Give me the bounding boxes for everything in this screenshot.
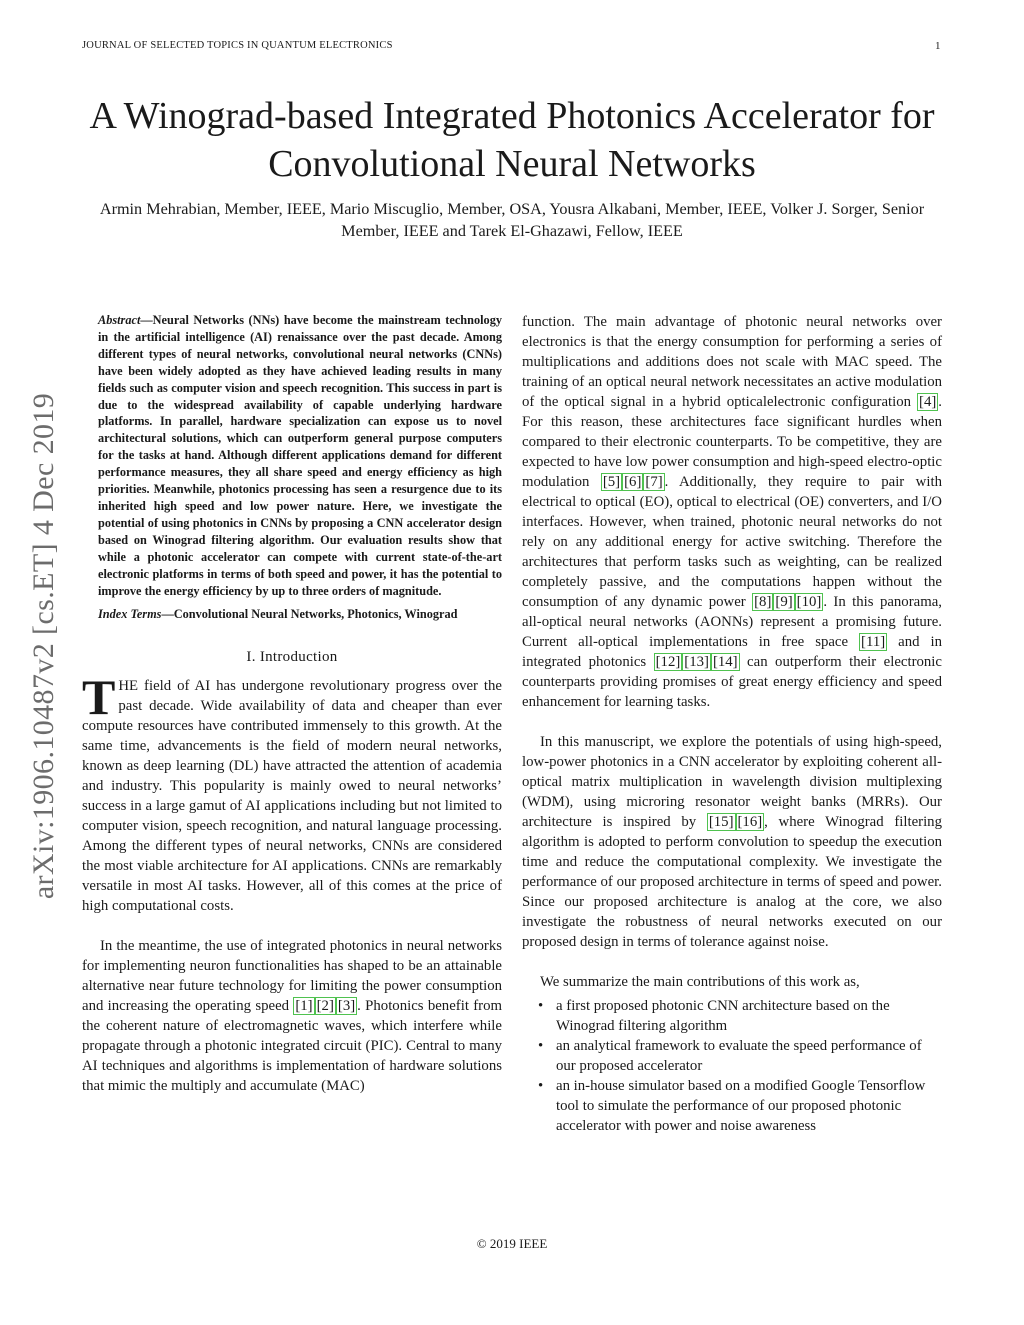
list-item: • an in-house simulator based on a modified Google Tensorflow tool to simulate the performance of our proposed photonic accelerator with power and noise awareness bbox=[556, 1076, 942, 1136]
running-header: JOURNAL OF SELECTED TOPICS IN QUANTUM ELECTRONICS bbox=[82, 40, 393, 51]
page-number: 1 bbox=[935, 40, 941, 52]
intro-paragraph-2: In the meantime, the use of integrated photonics in neural networks for implementing neuron functionalities has shaped to be an attainable alternative near future technology for limiting the power consumption and increasing the operating speed [1] [2] [3] . Photonics benefit from the coherent nature of electromagnetic waves, which interfere while propagate through a photonic integrated circuit (PIC). Central to many AI techniques and algorithms is implementation of hardware solutions that mimic the multiply and accumulate (MAC) bbox=[82, 938, 502, 1095]
abstract: Abstract—Neural Networks (NNs) have become the mainstream technology in the artificial intelligence (AI) renaissance over the past decade. Among different types of neural networks, convolutional neural networks (CNNs) have been widely adopted as they have achieved leading results in many fields such as computer vision and speech recognition. This success in part is due to the widespread availability of capable underlying hardware platforms. In parallel, hardware specialization can expose us to novel architectural solutions, which can outperform general purpose computers for the tasks at hand. Although different applications demand for different performance measures, they all share speed and energy efficiency as high priorities. Meanwhile, photonics processing has seen a resurgence due to its inherited high speed and low power nature. Here, we investigate the potential of using photonics in CNNs by proposing a CNN accelerator design based on Winograd filtering algorithm. Our evaluation results show that while a photonic accelerator can compete with current state-of-the-art electronic platforms in terms of both speed and power, it has the potential to improve the energy efficiency by up to three orders of magnitude. bbox=[98, 313, 502, 598]
citation-link[interactable]: [7] bbox=[645, 474, 663, 490]
right-column bbox=[522, 312, 942, 1136]
citation-link[interactable]: [12] bbox=[655, 654, 681, 670]
list-item: • a first proposed photonic CNN architecture based on the Winograd filtering algorithm bbox=[556, 996, 942, 1036]
intro-paragraph-1 bbox=[82, 669, 502, 916]
citation-link[interactable]: [2] bbox=[316, 998, 334, 1015]
index-terms-text: Convolutional Neural Networks, Photonics, Winograd bbox=[173, 607, 458, 622]
citation-link[interactable]: [16] bbox=[737, 814, 763, 830]
citation-link[interactable]: [9] bbox=[775, 594, 793, 610]
paper-title: A Winograd-based Integrated Photonics Accelerator for Convolutional Neural Networks bbox=[89, 95, 935, 185]
drop-cap: T bbox=[82, 669, 116, 726]
citation-link[interactable]: [15] bbox=[708, 814, 734, 830]
author-list bbox=[72, 198, 952, 242]
citation-link[interactable]: [4] bbox=[919, 394, 937, 410]
citation-link[interactable]: [14] bbox=[712, 654, 738, 670]
intro-paragraph-3: function. The main advantage of photonic neural networks over electronics is that the energy consumption for performing a series of multiplications and additions does not scale with MAC speed. The training of an optical neural network necessitates an active modulation of the optical signal in a hybrid opticalelectronic configuration [4] . For this reason, these architectures face significant hurdles when compared to their electronic counterparts. To be competitive, they are expected to have low power consumption and high-speed electro-optic modulation [5] [6] [7] . Additionally, they require to pair with electrical to optical (EO), optical to electrical (OE) converters, and I/O interfaces. However, when trained, photonic neural networks do not rely on any additional energy for active switching. Therefore the architectures that perform tasks such as weighting, can be realized completely passive, and the computations happen without the consumption of any dynamic power [8] [9] [10] . In this panorama, all-optical neural networks (AONNs) represent a promising future. Current all-optical implementations in free space [11] and in integrated photonics [12] [13] [14] can outperform their electronic counterparts providing promises of great energy efficiency and speed enhancement for learning tasks. bbox=[522, 314, 942, 710]
citation-link[interactable]: [10] bbox=[796, 594, 822, 610]
citation-link[interactable]: [3] bbox=[337, 998, 356, 1015]
index-terms: Index Terms—Convolutional Neural Networks, Photonics, Winograd bbox=[98, 607, 458, 622]
citation-link[interactable]: [8] bbox=[754, 594, 772, 610]
abstract-text: Neural Networks (NNs) have become the mainstream technology in the artificial intelligence (AI) renaissance over the past decade. Among different types of neural networks, convolutional neural networks (CNNs) have been widely adopted as they have achieved leading results in many fields such as computer vision and speech recognition. This success in part is due to the widespread availability of capable underlying hardware platforms. In parallel, hardware specialization can expose us to novel architectural solutions, which can outperform general purpose computers for the tasks at hand. Although different applications demand for different performance measures, they all share speed and energy efficiency as high priorities. Meanwhile, photonics processing has seen a resurgence due to its inherited high speed and low power nature. Here, we investigate the potential of using photonics in CNNs by proposing a CNN accelerator design based on Winograd filtering algorithm. Our evaluation results show that while a photonic accelerator can compete with current state-of-the-art electronic platforms in terms of both speed and power, it has the potential to improve the energy efficiency by up to three orders of magnitude. bbox=[98, 313, 502, 598]
copyright-footer: © 2019 IEEE bbox=[476, 1236, 548, 1251]
citation-link[interactable]: [13] bbox=[684, 654, 709, 670]
index-terms-label: Index Terms bbox=[98, 607, 162, 622]
intro-paragraph-1-text: HE field of AI has undergone revolutionary progress over the past decade. Wide availability of data and cheaper than ever compute resources have contributed immensely to this growth. At the same time, advancements is the field of modern neural networks, known as deep learning (DL) have attracted the attention of academia and industry. This popularity is mainly owed to neural networks’ success in a large gamut of AI applications including but not limited to computer vision, speech recognition, and natural language processing. Among the different types of neural networks, CNNs are considered the most viable architecture for AI applications. CNNs are remarkably versatile in most AI tasks. However, all of this comes at the price of high computational costs. bbox=[82, 678, 502, 915]
citation-link[interactable]: [5] bbox=[602, 474, 621, 490]
arxiv-stamp: arXiv:1906.10487v2 [cs.ET] 4 Dec 2019 bbox=[27, 392, 60, 900]
left-column bbox=[82, 312, 502, 1096]
citation-link[interactable]: [1] bbox=[295, 998, 313, 1015]
intro-paragraph-4: In this manuscript, we explore the potentials of using high-speed, low-power photonics in a CNN accelerator by exploiting coherent all-optical matrix multiplication in wavelength division multiplexing (WDM), using microring resonator weight banks (MRRs). Our architecture is inspired by [15] [16] , where Winograd filtering algorithm is adopted to perform convolution to speedup the execution time and reduce the computational complexity. We investigate the performance of our proposed architecture in terms of speed and power. Since our proposed architecture is analog at the core, we also investigate the robustness of neural networks executed on our proposed design in terms of tolerance against noise. bbox=[522, 734, 942, 950]
list-item: • an analytical framework to evaluate the speed performance of our proposed accelerator bbox=[556, 1036, 942, 1076]
abstract-label: Abstract bbox=[98, 313, 141, 327]
section-heading-introduction: I. Introduction bbox=[246, 649, 338, 666]
intro-paragraph-5: We summarize the main contributions of this work as, bbox=[540, 974, 860, 990]
contributions-list bbox=[522, 996, 942, 1136]
citation-link[interactable]: [11] bbox=[861, 634, 886, 650]
citation-link[interactable]: [6] bbox=[624, 474, 642, 490]
authors-text: Armin Mehrabian, Member, IEEE, Mario Miscuglio, Member, OSA, Yousra Alkabani, Member, IEEE, Volker J. Sorger, Senior Member, IEEE and Tarek El-Ghazawi, Fellow, IEEE bbox=[99, 200, 925, 240]
